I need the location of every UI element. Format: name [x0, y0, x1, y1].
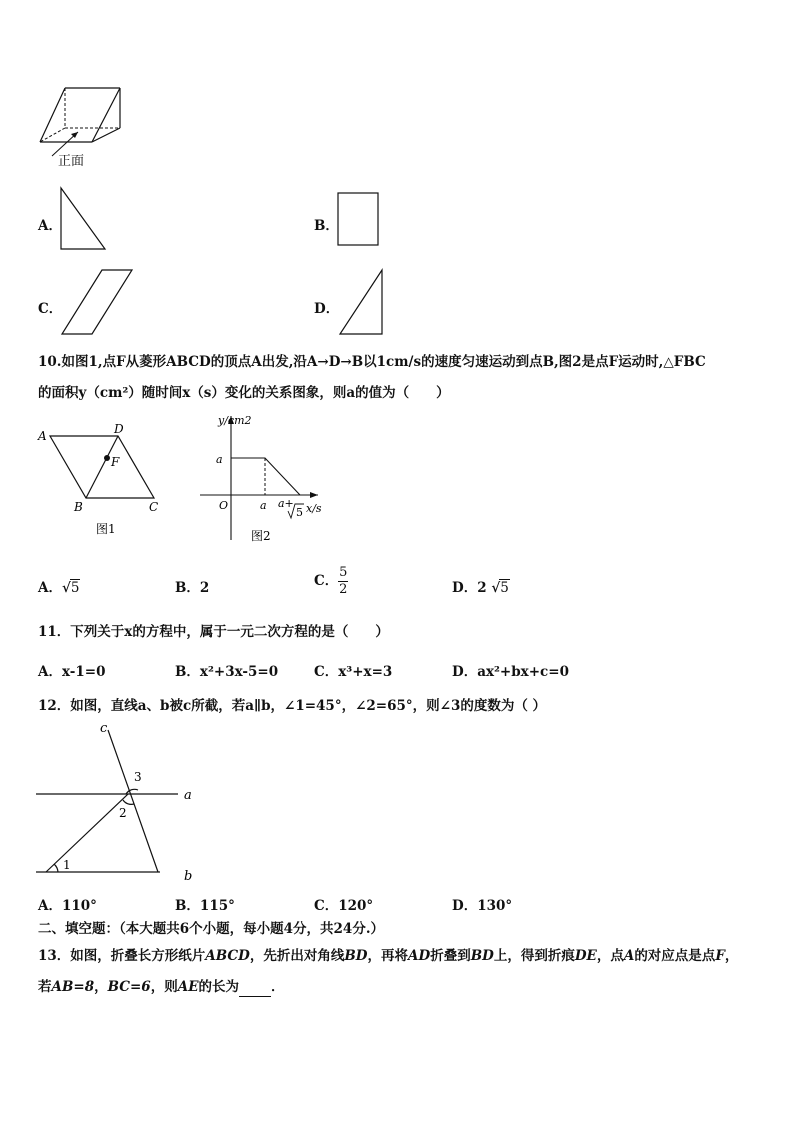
- fig1-label-f: F: [111, 455, 120, 469]
- q10-option-c-label: C．: [314, 573, 339, 589]
- q11-option-c-text: x³+x=3: [338, 664, 393, 680]
- q10-option-a-radicand: 5: [70, 580, 80, 596]
- q12-label-3: 3: [134, 770, 142, 784]
- q10-option-b-text: 2: [199, 580, 210, 596]
- q11-option-c: [314, 660, 392, 680]
- q10-option-c-num: 5: [339, 565, 348, 580]
- q13-text-2: ，先折出对角线: [249, 948, 345, 964]
- q10-option-a-label: A．: [38, 580, 62, 596]
- q9-front-label: 正面: [58, 154, 85, 169]
- q11-option-b: [175, 660, 278, 680]
- q11-option-d: [452, 660, 569, 680]
- fig1-label-b: B: [74, 500, 83, 514]
- fig1-label-a: A: [38, 429, 47, 443]
- q9-option-c-label: C．: [38, 301, 63, 317]
- q13-line1: [38, 946, 738, 966]
- fig2-label-a-x: a: [260, 499, 267, 512]
- q11-option-a-text: x-1=0: [61, 664, 106, 680]
- fig2-label-a-plus: a+: [278, 497, 294, 510]
- q12-label-2: 2: [119, 806, 127, 820]
- q12-label-c: c: [100, 721, 108, 736]
- q10-option-c-den: 2: [339, 582, 348, 597]
- q10-option-d: [452, 576, 510, 596]
- fig1-caption: 图1: [96, 522, 116, 536]
- q10-figure2-graph: [196, 408, 336, 548]
- q12-option-d-label: D．: [452, 898, 478, 914]
- q12-label-1: 1: [63, 858, 71, 872]
- q9-solid-figure: [30, 80, 140, 175]
- q10-option-c: [314, 566, 348, 597]
- q9-option-c-figure: [60, 268, 135, 338]
- q12-option-b-label: B．: [175, 898, 200, 914]
- q9-option-b-figure: [336, 191, 381, 247]
- q13-var-ad: AD: [408, 948, 431, 964]
- q13-text-11: ，则: [150, 979, 178, 995]
- q12-option-b: [175, 894, 235, 914]
- q10-stem-line2: 的面积y（cm²）随时间x（s）变化的关系图象，则a的值为（ ）: [38, 385, 450, 401]
- q13-var-bd: BD: [344, 948, 368, 964]
- sqrt-sign: √: [491, 580, 501, 596]
- q13-text-9: 若: [38, 979, 52, 995]
- q12-option-d-text: 130°: [477, 898, 513, 914]
- q9-option-b-label: B．: [314, 218, 339, 234]
- q11-option-c-label: C．: [314, 664, 339, 680]
- q12-option-a-label: A．: [38, 898, 62, 914]
- q12-figure: [30, 718, 210, 888]
- q12-option-c-text: 120°: [338, 898, 374, 914]
- q10-option-b: [175, 576, 209, 596]
- q12-stem: 12．如图，直线a、b被c所截，若a∥b，∠1=45°，∠2=65°，则∠3的度数为（ ）: [38, 698, 547, 714]
- q12-option-a: [38, 894, 97, 914]
- q13-var-bd-2: BD: [470, 948, 494, 964]
- q12-option-d: [452, 894, 512, 914]
- q13-text-13: ．: [270, 979, 285, 995]
- q10-option-d-label: D．: [452, 580, 478, 596]
- q13-line2: [38, 977, 284, 997]
- q11-stem: 11．下列关于x的方程中，属于一元二次方程的是（ ）: [38, 624, 389, 640]
- q9-option-a-label: A．: [38, 218, 62, 234]
- q11-option-a: [38, 660, 106, 680]
- q13-text-6: ，点: [596, 948, 624, 964]
- q12-option-c: [314, 894, 373, 914]
- q13-text-10: ，: [94, 979, 108, 995]
- q12-option-c-label: C．: [314, 898, 339, 914]
- fig1-label-d: D: [114, 422, 124, 436]
- q13-text-12: 的长为: [198, 979, 239, 995]
- q12-option-a-text: 110°: [61, 898, 97, 914]
- q10-stem-line1: 10.如图1,点F从菱形ABCD的顶点A出发,沿A→D→B以1cm/s的速度匀速运动到点B,图2是点F运动时,△FBC: [38, 354, 706, 370]
- q13-var-a: A: [623, 948, 635, 964]
- q13-var-bc: BC=6: [107, 979, 151, 995]
- sqrt-sign: √: [61, 580, 71, 596]
- q11-option-a-label: A．: [38, 664, 62, 680]
- fig2-y-axis-label: y/cm2: [218, 414, 252, 427]
- q13-var-de: DE: [574, 948, 597, 964]
- fig2-origin: O: [219, 499, 229, 512]
- q13-text-3: ，再将: [367, 948, 409, 964]
- q12-label-b: b: [184, 869, 193, 884]
- q13-answer-blank[interactable]: [239, 982, 271, 997]
- q10-option-c-fraction: [338, 566, 348, 597]
- q9-option-d-label: D．: [314, 301, 340, 317]
- fig2-label-a-y: a: [216, 453, 223, 466]
- q10-option-b-label: B．: [175, 580, 200, 596]
- fig2-x-axis-label: x/s: [306, 502, 322, 515]
- q13-var-abcd: ABCD: [205, 948, 250, 964]
- q10-option-d-radicand: 5: [500, 580, 509, 596]
- q13-text-4: 折叠到: [430, 948, 471, 964]
- q10-option-a: [38, 576, 80, 596]
- q13-text-7: 的对应点是点: [634, 948, 716, 964]
- q11-option-d-text: ax²+bx+c=0: [477, 664, 569, 680]
- q13-text-5: 上，得到折痕: [493, 948, 575, 964]
- q13-text-1: 13．如图，折叠长方形纸片: [38, 948, 206, 964]
- q10-option-d-coef: 2: [477, 580, 487, 596]
- q13-var-ae: AE: [177, 979, 199, 995]
- fig2-sqrt5: 5: [296, 506, 303, 519]
- q11-option-b-text: x²+3x-5=0: [199, 664, 279, 680]
- fig2-caption: 图2: [251, 529, 271, 543]
- q13-text-8: ，: [724, 948, 739, 964]
- q13-var-f: F: [715, 948, 725, 964]
- q9-option-a-figure: [58, 186, 108, 252]
- fig1-label-c: C: [149, 500, 159, 514]
- q12-label-a: a: [184, 788, 192, 803]
- q9-option-d-figure: [338, 268, 388, 338]
- section2-title: 二、填空题：（本大题共6个小题，每小题4分，共24分.）: [38, 921, 385, 937]
- q13-var-ab: AB=8: [51, 979, 95, 995]
- q11-option-b-label: B．: [175, 664, 200, 680]
- q11-option-d-label: D．: [452, 664, 478, 680]
- q12-option-b-text: 115°: [199, 898, 235, 914]
- q10-figure1-rhombus: [34, 420, 174, 545]
